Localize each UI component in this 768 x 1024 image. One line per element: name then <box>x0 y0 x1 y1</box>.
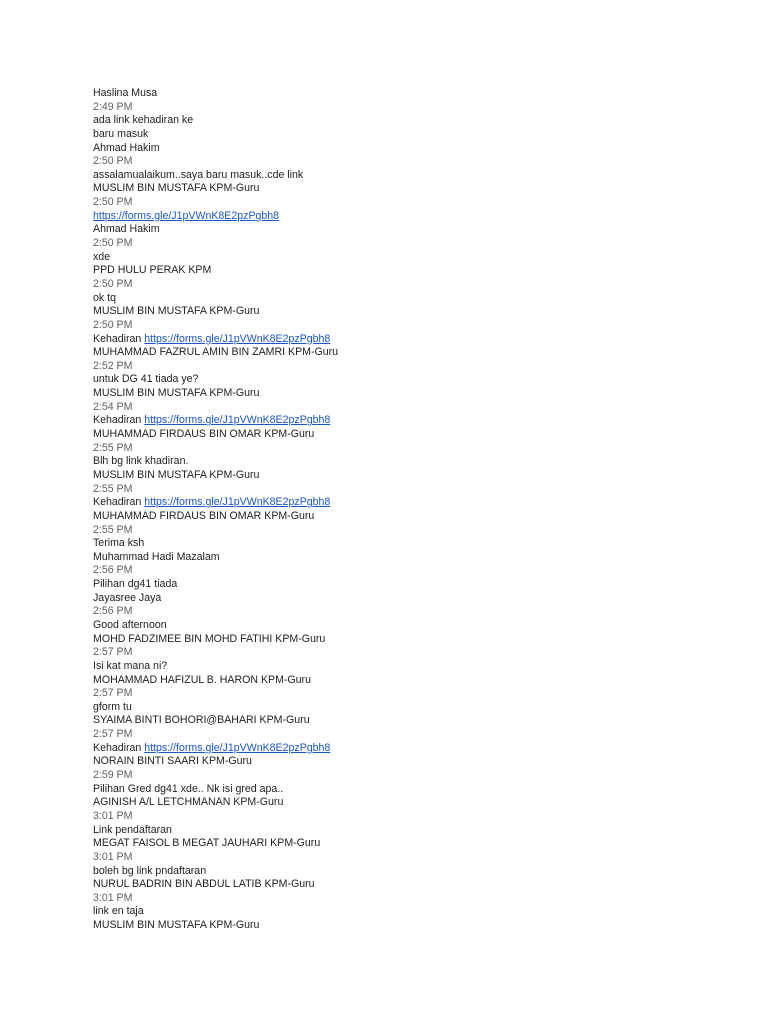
chat-message <box>93 223 733 264</box>
chat-message <box>93 674 733 715</box>
message-text-line <box>93 169 733 183</box>
message-text: ada link kehadiran ke <box>93 114 194 127</box>
message-text: Link pendaftaran <box>93 823 172 836</box>
message-sender: Ahmad Hakim <box>93 223 160 236</box>
message-timestamp: 2:50 PM <box>93 196 133 209</box>
message-sender: MUHAMMAD FAZRUL AMIN BIN ZAMRI KPM-Guru <box>93 346 339 359</box>
message-text: Pilihan Gred dg41 xde.. Nk isi gred apa.. <box>93 782 284 795</box>
message-text-line <box>93 251 733 265</box>
chat-message <box>93 510 733 551</box>
message-sender: MUSLIM BIN MUSTAFA KPM-Guru <box>93 387 260 400</box>
message-text-line <box>93 824 733 838</box>
message-sender: Jayasree Jaya <box>93 591 162 604</box>
message-text-line <box>93 783 733 797</box>
message-text-line <box>93 128 733 142</box>
message-text-line <box>93 455 733 469</box>
message-text-line <box>93 905 733 919</box>
message-text: xde <box>93 250 111 263</box>
chat-message <box>93 551 733 592</box>
message-text: ok tq <box>93 291 116 304</box>
message-timestamp: 3:01 PM <box>93 850 133 863</box>
message-timestamp: 2:52 PM <box>93 359 133 372</box>
chat-message <box>93 264 733 305</box>
chat-message <box>93 142 733 183</box>
message-sender: Ahmad Hakim <box>93 141 160 154</box>
message-text: Blh bg link khadiran. <box>93 455 189 468</box>
message-text: link en taja <box>93 905 144 918</box>
message-text-line <box>93 619 733 633</box>
message-timestamp: 2:57 PM <box>93 728 133 741</box>
message-timestamp: 2:50 PM <box>93 155 133 168</box>
message-text-line <box>93 865 733 879</box>
message-sender: MUHAMMAD FIRDAUS BIN OMAR KPM-Guru <box>93 428 315 441</box>
message-text-line <box>93 292 733 306</box>
message-sender: NORAIN BINTI SAARI KPM-Guru <box>93 755 252 768</box>
message-sender: MUSLIM BIN MUSTAFA KPM-Guru <box>93 919 260 932</box>
message-timestamp: 2:57 PM <box>93 646 133 659</box>
message-timestamp: 3:01 PM <box>93 891 133 904</box>
message-text-line <box>93 537 733 551</box>
message-sender: MUSLIM BIN MUSTAFA KPM-Guru <box>93 468 260 481</box>
message-text-line <box>93 114 733 128</box>
message-timestamp: 3:01 PM <box>93 809 133 822</box>
message-text: gform tu <box>93 700 132 713</box>
message-text-line <box>93 210 733 224</box>
message-text: Terima ksh <box>93 537 145 550</box>
message-text: untuk DG 41 tiada ye? <box>93 373 199 386</box>
message-text: Kehadiran <box>93 741 145 754</box>
message-sender: MUSLIM BIN MUSTAFA KPM-Guru <box>93 305 260 318</box>
message-text: Kehadiran <box>93 332 145 345</box>
message-link[interactable]: https://forms.gle/J1pVWnK8E2pzPgbh8 <box>144 414 331 427</box>
message-sender: MUHAMMAD FIRDAUS BIN OMAR KPM-Guru <box>93 509 315 522</box>
message-sender: Haslina Musa <box>93 87 158 99</box>
message-link[interactable]: https://forms.gle/J1pVWnK8E2pzPgbh8 <box>93 209 280 222</box>
message-link[interactable]: https://forms.gle/J1pVWnK8E2pzPgbh8 <box>144 496 331 509</box>
message-timestamp: 2:56 PM <box>93 564 133 577</box>
chat-message <box>93 387 733 428</box>
message-sender: MOHD FADZIMEE BIN MOHD FATIHI KPM-Guru <box>93 632 326 645</box>
chat-message <box>93 87 733 142</box>
message-text-line <box>93 496 733 510</box>
chat-message <box>93 714 733 755</box>
message-sender: MUSLIM BIN MUSTAFA KPM-Guru <box>93 182 260 195</box>
message-text-line <box>93 742 733 756</box>
message-timestamp: 2:50 PM <box>93 277 133 290</box>
chat-message <box>93 919 733 933</box>
message-timestamp: 2:59 PM <box>93 769 133 782</box>
message-text-line <box>93 414 733 428</box>
message-timestamp: 2:55 PM <box>93 523 133 536</box>
message-text-line <box>93 333 733 347</box>
message-timestamp: 2:57 PM <box>93 687 133 700</box>
message-timestamp: 2:49 PM <box>93 100 133 113</box>
message-sender: AGINISH A/L LETCHMANAN KPM-Guru <box>93 796 284 809</box>
chat-message <box>93 837 733 878</box>
message-timestamp: 2:55 PM <box>93 482 133 495</box>
message-timestamp: 2:55 PM <box>93 441 133 454</box>
chat-transcript <box>93 87 733 933</box>
message-text: Pilihan dg41 tiada <box>93 578 178 591</box>
message-sender: Muhammad Hadi Mazalam <box>93 550 220 563</box>
message-text: Isi kat mana ni? <box>93 659 168 672</box>
message-sender: SYAIMA BINTI BOHORI@BAHARI KPM-Guru <box>93 714 310 727</box>
message-text-line <box>93 578 733 592</box>
message-link[interactable]: https://forms.gle/J1pVWnK8E2pzPgbh8 <box>144 741 331 754</box>
chat-message <box>93 755 733 796</box>
message-timestamp: 2:50 PM <box>93 237 133 250</box>
chat-message <box>93 469 733 510</box>
message-text-line <box>93 701 733 715</box>
chat-message <box>93 633 733 674</box>
message-text: Kehadiran <box>93 496 145 509</box>
message-text: Kehadiran <box>93 414 145 427</box>
chat-message <box>93 182 733 223</box>
message-sender: NURUL BADRIN BIN ABDUL LATIB KPM-Guru <box>93 878 315 891</box>
chat-message <box>93 878 733 919</box>
message-text-line <box>93 660 733 674</box>
message-sender: MEGAT FAISOL B MEGAT JAUHARI KPM-Guru <box>93 837 321 850</box>
message-timestamp: 2:54 PM <box>93 400 133 413</box>
chat-message <box>93 796 733 837</box>
message-timestamp: 2:50 PM <box>93 318 133 331</box>
message-text: assalamualaikum..saya baru masuk..cde link <box>93 168 304 181</box>
chat-message <box>93 346 733 387</box>
message-sender: MOHAMMAD HAFIZUL B. HARON KPM-Guru <box>93 673 311 686</box>
message-text: baru masuk <box>93 127 149 140</box>
message-text-line <box>93 373 733 387</box>
message-timestamp: 2:56 PM <box>93 605 133 618</box>
chat-message <box>93 428 733 469</box>
chat-message <box>93 305 733 346</box>
chat-message <box>93 592 733 633</box>
message-sender: PPD HULU PERAK KPM <box>93 264 212 277</box>
message-text: boleh bg link pndaftaran <box>93 864 207 877</box>
message-link[interactable]: https://forms.gle/J1pVWnK8E2pzPgbh8 <box>144 332 331 345</box>
message-text: Good afternoon <box>93 618 167 631</box>
